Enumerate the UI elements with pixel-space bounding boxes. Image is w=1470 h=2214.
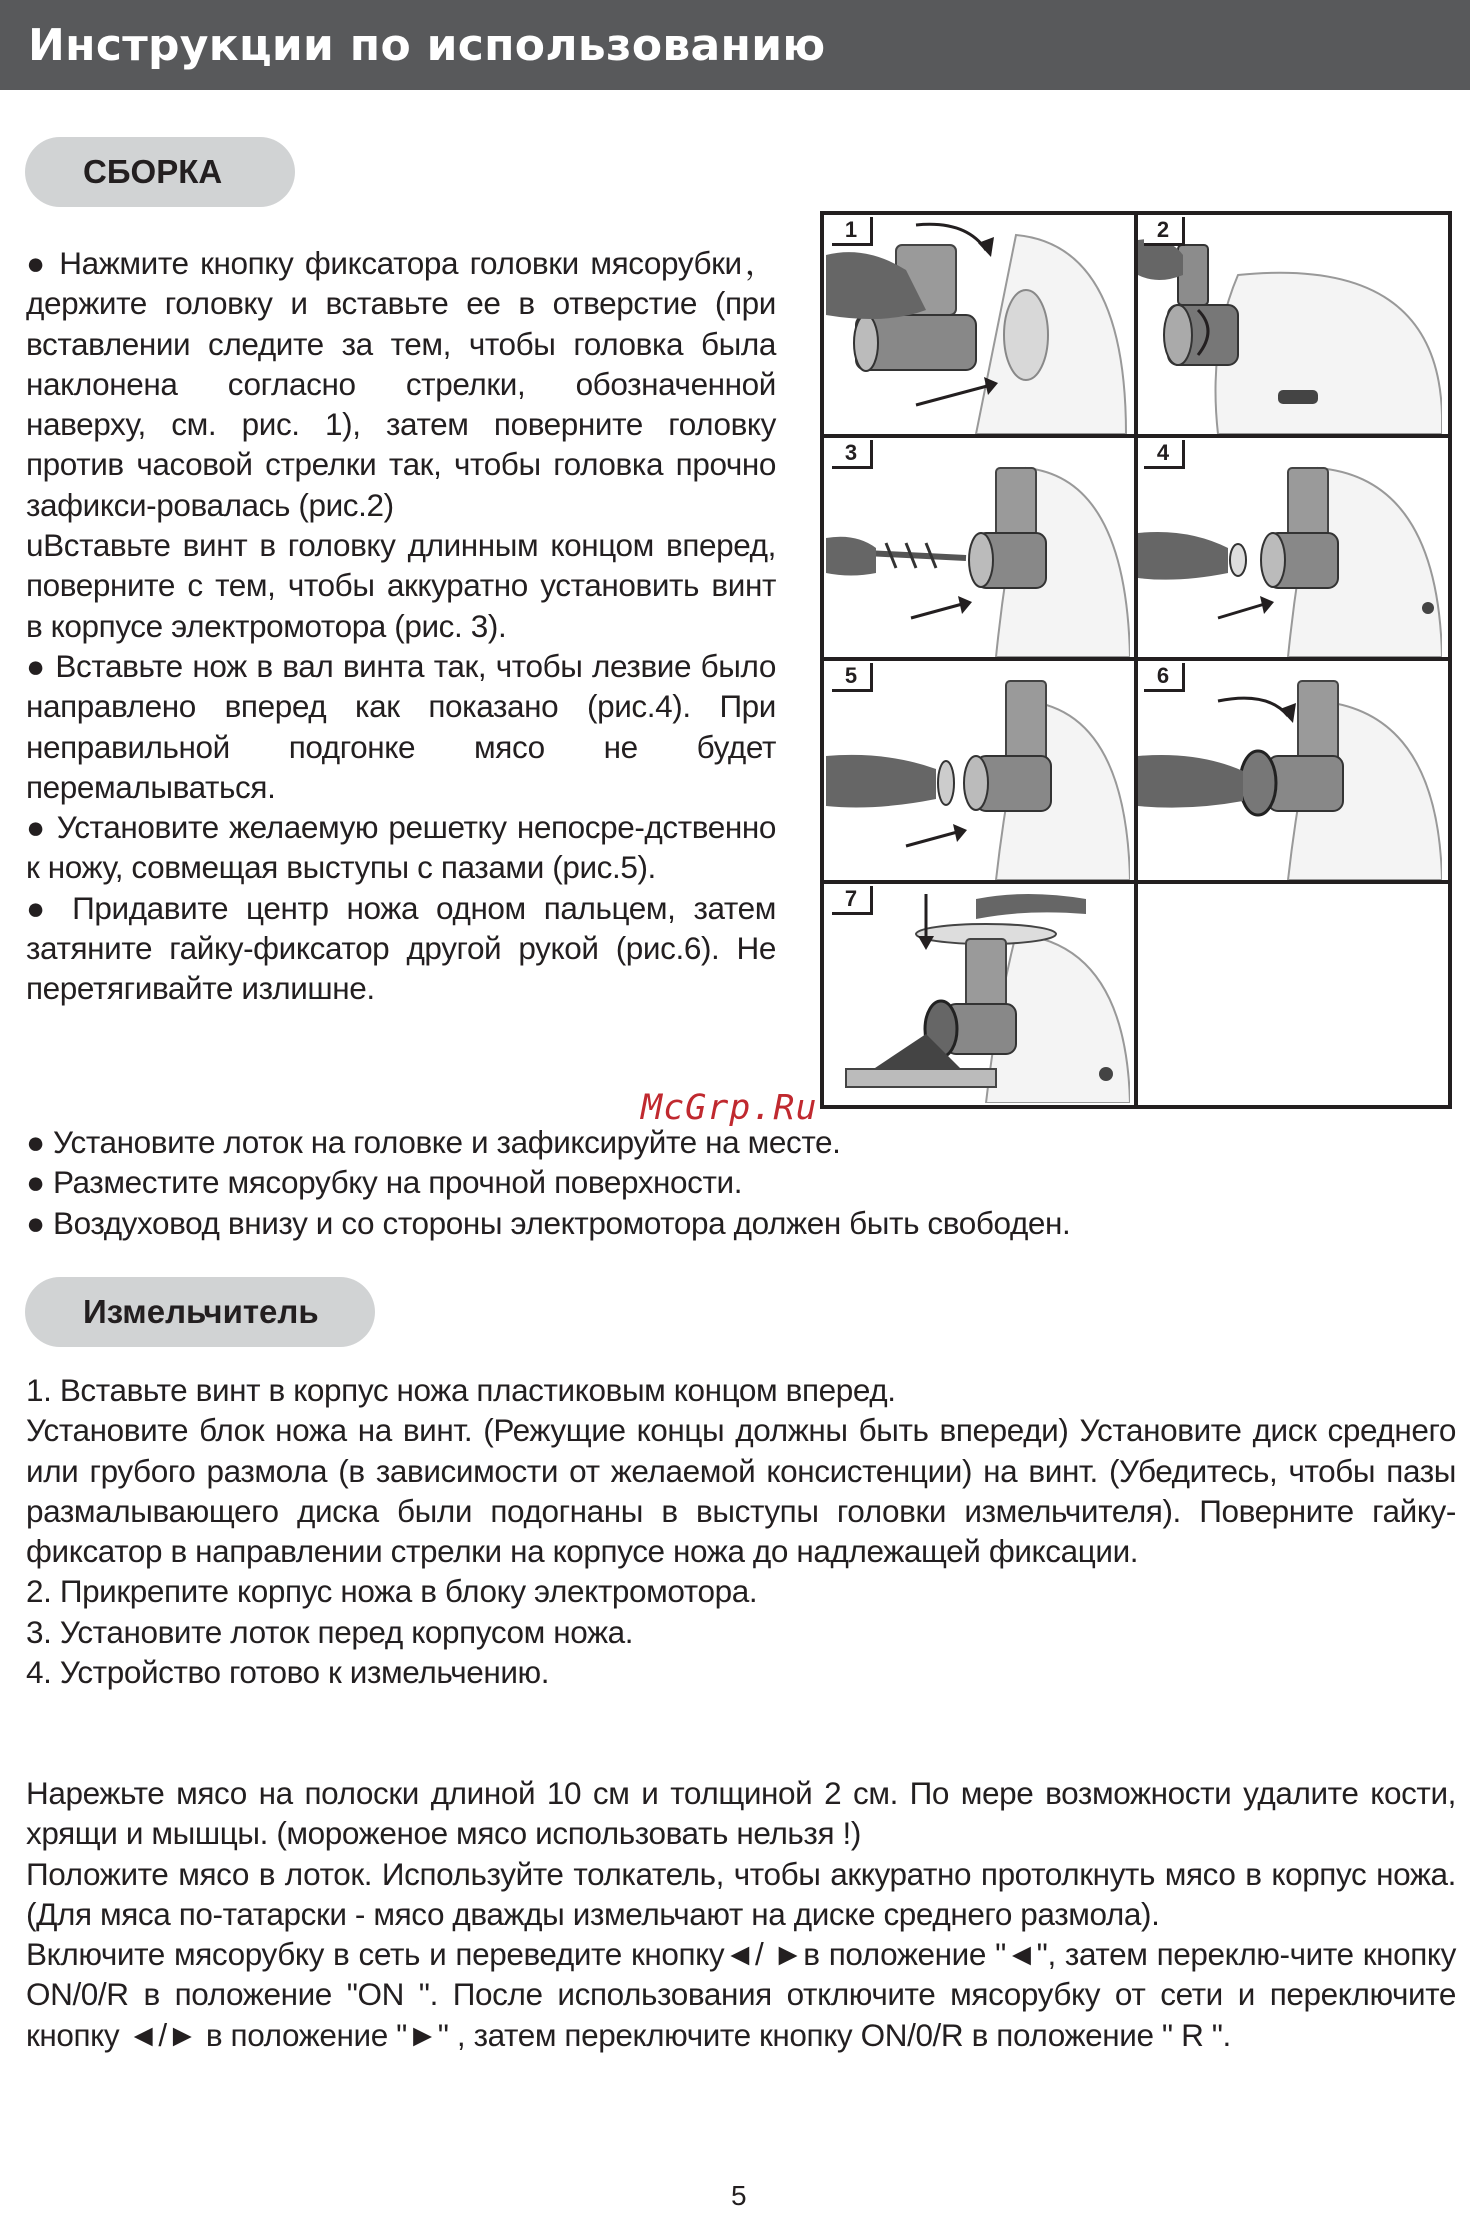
page-number: 5 — [731, 2180, 747, 2211]
assembly-notes — [26, 1122, 1456, 1243]
grinder-step: Установите блок ножа на винт. (Режущие концы должны быть впереди) Установите диск среднего или грубого размола (в зависимости от желаемой консистенции) на винт. (Убедитесь, чтобы пазы размалывающего диска были подогнаны в выступы головки измельчителя). Поверните гайку-фиксатор в направлении стрелки на корпусе ножа до надлежащей фиксации. — [26, 1412, 1456, 1570]
meat-grinder-icon — [1138, 438, 1442, 657]
grinder-step: 4. Устройство готово к измельчению. — [26, 1654, 550, 1691]
assembly-step: ● Придавите центр ножа одном пальцем, затем затяните гайку-фиксатор другой рукой (рис.6). Не перетягивайте излишне. — [26, 889, 776, 1007]
assembly-instructions — [26, 243, 776, 1009]
meat-grinder-icon — [826, 884, 1130, 1103]
assembly-step: ● Нажмите кнопку фиксатора головки мясорубки，держите головку и вставьте ее в отверстие (при вставлении следите за тем, чтобы головка была наклонена согласно стрелки, обозначенной наверху, см. рис. 1), затем поверните головку против часовой стрелки так, чтобы головка прочно зафикси-ровалась (рис.2) — [26, 245, 776, 523]
grinder-usage — [26, 1773, 1456, 2055]
figure-6 — [1138, 661, 1442, 880]
figure-number: 1 — [832, 217, 873, 246]
figure-7 — [826, 884, 1130, 1103]
figure-number: 2 — [1144, 217, 1185, 246]
page-header — [0, 0, 1470, 90]
figure-3 — [826, 438, 1130, 657]
assembly-note: ● Воздуховод внизу и со стороны электромотора должен быть свободен. — [26, 1204, 1071, 1241]
meat-grinder-icon — [1138, 661, 1442, 880]
figure-number: 5 — [832, 663, 873, 692]
figure-number: 3 — [832, 440, 873, 469]
meat-grinder-icon — [826, 438, 1130, 657]
grinder-step: 2. Прикрепите корпус ножа в блоку электромотора. — [26, 1573, 758, 1610]
assembly-step: ● Вставьте нож в вал винта так, чтобы лезвие было направлено вперед как показано (рис.4). При неправильной подгонке мясо не будет перемалываться. — [26, 647, 776, 805]
usage-paragraph: Включите мясорубку в сеть и переведите кнопку◄/ ►в положение "◄", затем переклю-чите кнопку ON/0/R в положение "ON ". После использования отключите мясорубку от сети и переключите кнопку ◄/► в положение "►" , затем переключите кнопку ON/0/R в положение " R ". — [26, 1936, 1456, 2053]
usage-paragraph: Положите мясо в лоток. Используйте толкатель, чтобы аккуратно протолкнуть мясо в корпус ножа. (Для мяса по-татарски - мясо дважды измельчают на диске среднего размола). — [26, 1855, 1456, 1932]
figure-5 — [826, 661, 1130, 880]
figure-number: 7 — [832, 886, 873, 915]
assembly-step: uВставьте винт в головку длинным концом вперед, поверните с тем, чтобы аккуратно установить винт в корпусе электромотора (рис. 3). — [26, 527, 776, 644]
meat-grinder-icon — [1138, 215, 1442, 434]
grinder-step: 1. Вставьте винт в корпус ножа пластиковым концом вперед. — [26, 1372, 896, 1408]
section-heading-grinder — [25, 1277, 375, 1347]
figure-number: 6 — [1144, 663, 1185, 692]
watermark: McGrp.Ru — [641, 1088, 818, 1128]
assembly-note: ● Установите лоток на головке и зафиксируйте на месте. — [26, 1124, 841, 1160]
usage-paragraph: Нарежьте мясо на полоски длиной 10 см и толщиной 2 см. По мере возможности удалите кости, хрящи и мышцы. (мороженое мясо использовать нельзя !) — [26, 1775, 1456, 1852]
page-title: Инструкции по использованию — [28, 20, 826, 71]
grinder-instructions — [26, 1370, 1456, 1692]
figure-number: 4 — [1144, 440, 1185, 469]
section-heading-assembly — [25, 137, 295, 207]
assembly-figures — [820, 211, 1452, 1109]
figure-1 — [826, 215, 1130, 434]
meat-grinder-icon — [826, 661, 1130, 880]
meat-grinder-icon — [826, 215, 1130, 434]
section-heading-label: СБОРКА — [83, 153, 223, 190]
figure-2 — [1138, 215, 1442, 434]
figure-4 — [1138, 438, 1442, 657]
assembly-step: ● Установите желаемую решетку непосре-дственно к ножу, совмещая выступы с пазами (рис.5). — [26, 809, 776, 886]
grinder-step: 3. Установите лоток перед корпусом ножа. — [26, 1613, 634, 1650]
section-heading-label: Измельчитель — [83, 1293, 319, 1330]
assembly-note: ● Разместите мясорубку на прочной поверхности. — [26, 1164, 743, 1201]
